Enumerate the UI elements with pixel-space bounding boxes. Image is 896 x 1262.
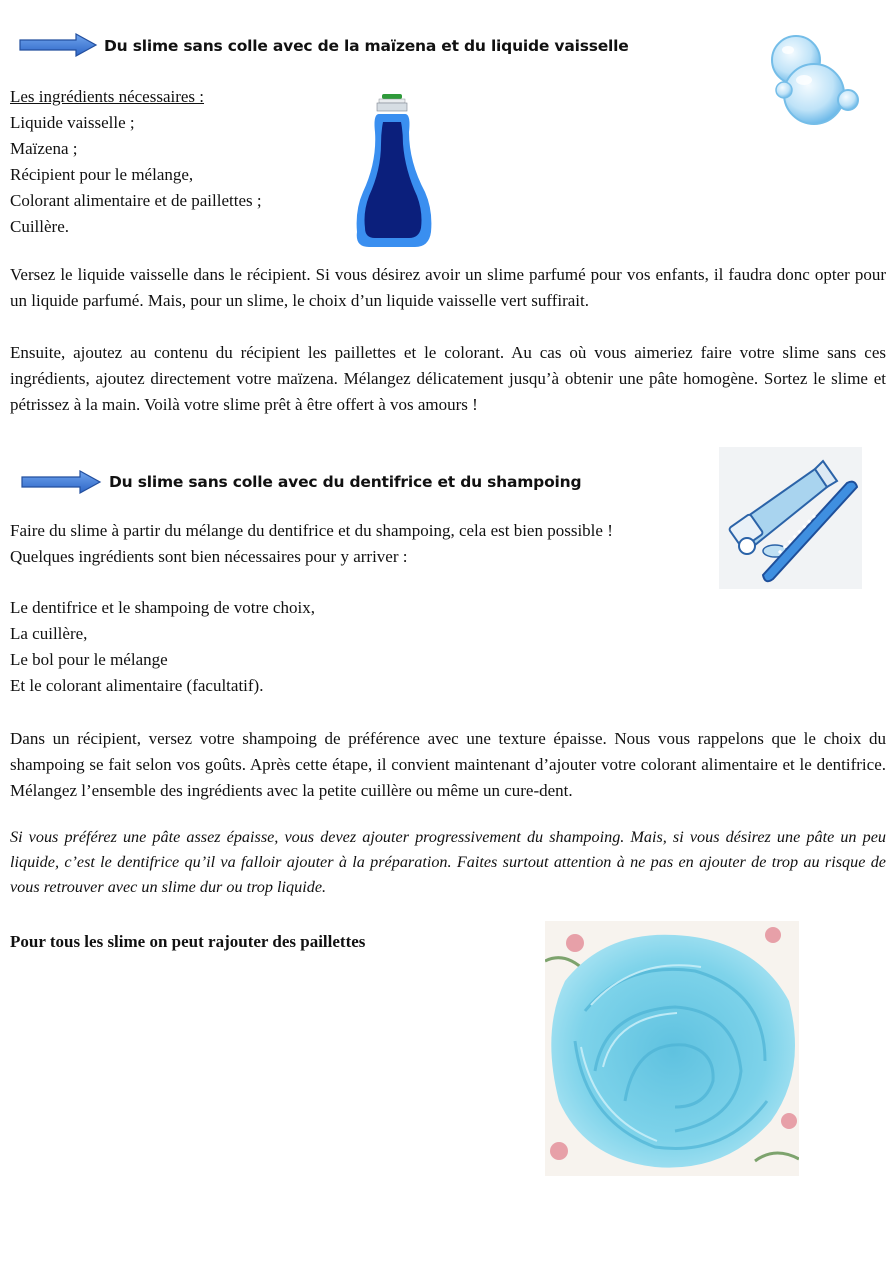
list-item: Le bol pour le mélange	[10, 650, 168, 669]
section1-paragraph1: Versez le liquide vaisselle dans le récipient. Si vous désirez avoir un slime parfumé pour vos enfants, il faudra donc opter pour un liquide parfumé. Mais, pour un slime, le choix d’un liquide vaisselle vert suffirait.	[10, 265, 886, 310]
ingredients-list	[10, 84, 262, 240]
list-item: Maïzena ;	[10, 139, 78, 158]
list-item: Colorant alimentaire et de paillettes ;	[10, 191, 262, 210]
list-item: Le dentifrice et le shampoing de votre choix,	[10, 598, 315, 617]
toothpaste-toothbrush-icon	[719, 447, 862, 589]
arrow-right-icon	[20, 470, 102, 494]
section2-italic-note: Si vous préférez une pâte assez épaisse, vous devez ajouter progressivement du shampoing. Mais, si vous désirez une pâte un peu liquide, c’est le dentifrice qu’il va falloir ajouter à la préparation. Faites surtout attention à ne pas en ajouter de trop au risque de vous retrouver avec un slime dur ou trop liquide.	[10, 828, 886, 896]
arrow-right-icon	[18, 33, 98, 57]
section2-heading: Du slime sans colle avec du dentifrice et du shampoing	[109, 473, 582, 491]
intro-line: Quelques ingrédients sont bien nécessaires pour y arriver :	[10, 547, 408, 566]
list-item: La cuillère,	[10, 624, 88, 643]
soap-bubbles-icon	[760, 32, 870, 132]
list-item: Récipient pour le mélange,	[10, 165, 194, 184]
section2-intro	[10, 518, 613, 570]
intro-line: Faire du slime à partir du mélange du dentifrice et du shampoing, cela est bien possible !	[10, 521, 613, 540]
section2-ingredients-list	[10, 595, 315, 699]
ingredients-title: Les ingrédients nécessaires :	[10, 87, 205, 106]
list-item: Liquide vaisselle ;	[10, 113, 135, 132]
blue-slime-photo	[545, 921, 799, 1176]
section1-heading: Du slime sans colle avec de la maïzena et du liquide vaisselle	[104, 37, 629, 55]
list-item: Et le colorant alimentaire (facultatif).	[10, 676, 264, 695]
list-item: Cuillère.	[10, 217, 70, 236]
section2-paragraph1: Dans un récipient, versez votre shampoing de préférence avec une texture épaisse. Nous vous rappelons que le choix du shampoing se fait selon vos goûts. Après cette étape, il convient maintenant d’ajouter votre colorant alimentaire et le dentifrice. Mélangez l’ensemble des ingrédients avec la petite cuillère ou même un cure-dent.	[10, 729, 886, 800]
footer-note: Pour tous les slime on peut rajouter des paillettes	[10, 932, 366, 951]
dish-soap-bottle-icon	[355, 92, 435, 250]
section1-paragraph2: Ensuite, ajoutez au contenu du récipient les paillettes et le colorant. Au cas où vous aimeriez faire votre slime sans ces ingrédients, ajoutez directement votre maïzena. Mélangez délicatement jusqu’à obtenir une pâte homogène. Sortez le slime et pétrissez à la main. Voilà votre slime prêt à être offert à vos amours !	[10, 343, 886, 414]
